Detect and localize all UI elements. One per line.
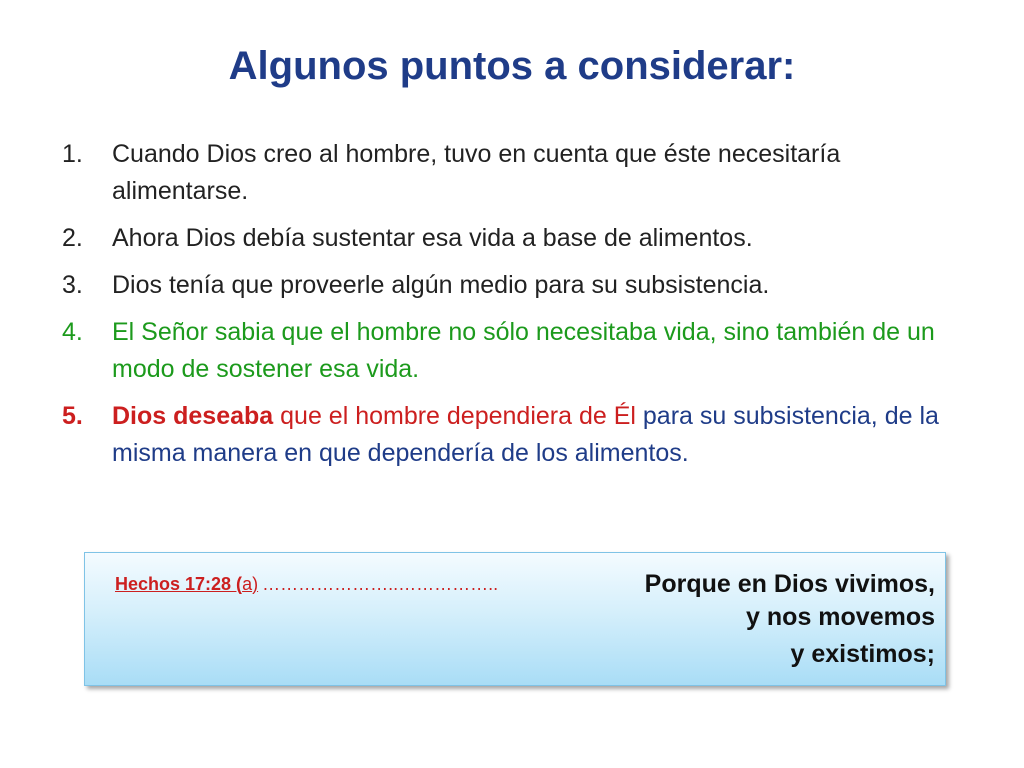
quote-line-2: y nos movemos [746,603,935,631]
list-text: Cuando Dios creo al hombre, tuvo en cuenta que éste necesitaría alimentarse. [112,140,841,205]
list-number: 4. [62,318,83,346]
emphasis-navy-text: para su subsistencia, de la misma manera en que dependería de los alimentos. [112,402,939,467]
reference-dots: …………………..…………….. [262,574,499,594]
list-text: Ahora Dios debía sustentar esa vida a base de alimentos. [112,224,753,252]
reference-letter: a [242,574,253,594]
list-item [62,220,962,257]
list-item [62,136,962,210]
emphasis-bold-text: Dios deseaba [112,402,274,430]
scripture-quote-box [84,552,946,686]
list-text: El Señor sabia que el hombre no sólo necesitaba vida, sino también de un modo de sostener esa vida. [112,318,935,383]
points-list [62,136,962,482]
quote-line-1: Porque en Dios vivimos, [644,570,935,598]
list-item-highlight [62,314,962,388]
scripture-reference [115,574,498,595]
list-number: 3. [62,271,83,299]
quote-line-3: y existimos; [790,640,935,668]
list-number: 5. [62,402,83,430]
list-item [62,267,962,304]
list-text: Dios tenía que proveerle algún medio para su subsistencia. [112,271,770,299]
list-number: 2. [62,224,83,252]
reference-close: ) [252,574,259,594]
slide-title: Algunos puntos a considerar: [228,44,796,88]
quote-first-line [115,565,935,599]
list-item-emphasis [62,398,962,472]
list-number: 1. [62,140,83,168]
emphasis-red-text: que el hombre dependiera de Él [273,402,643,430]
reference-book: Hechos 17:28 ( [115,574,243,594]
